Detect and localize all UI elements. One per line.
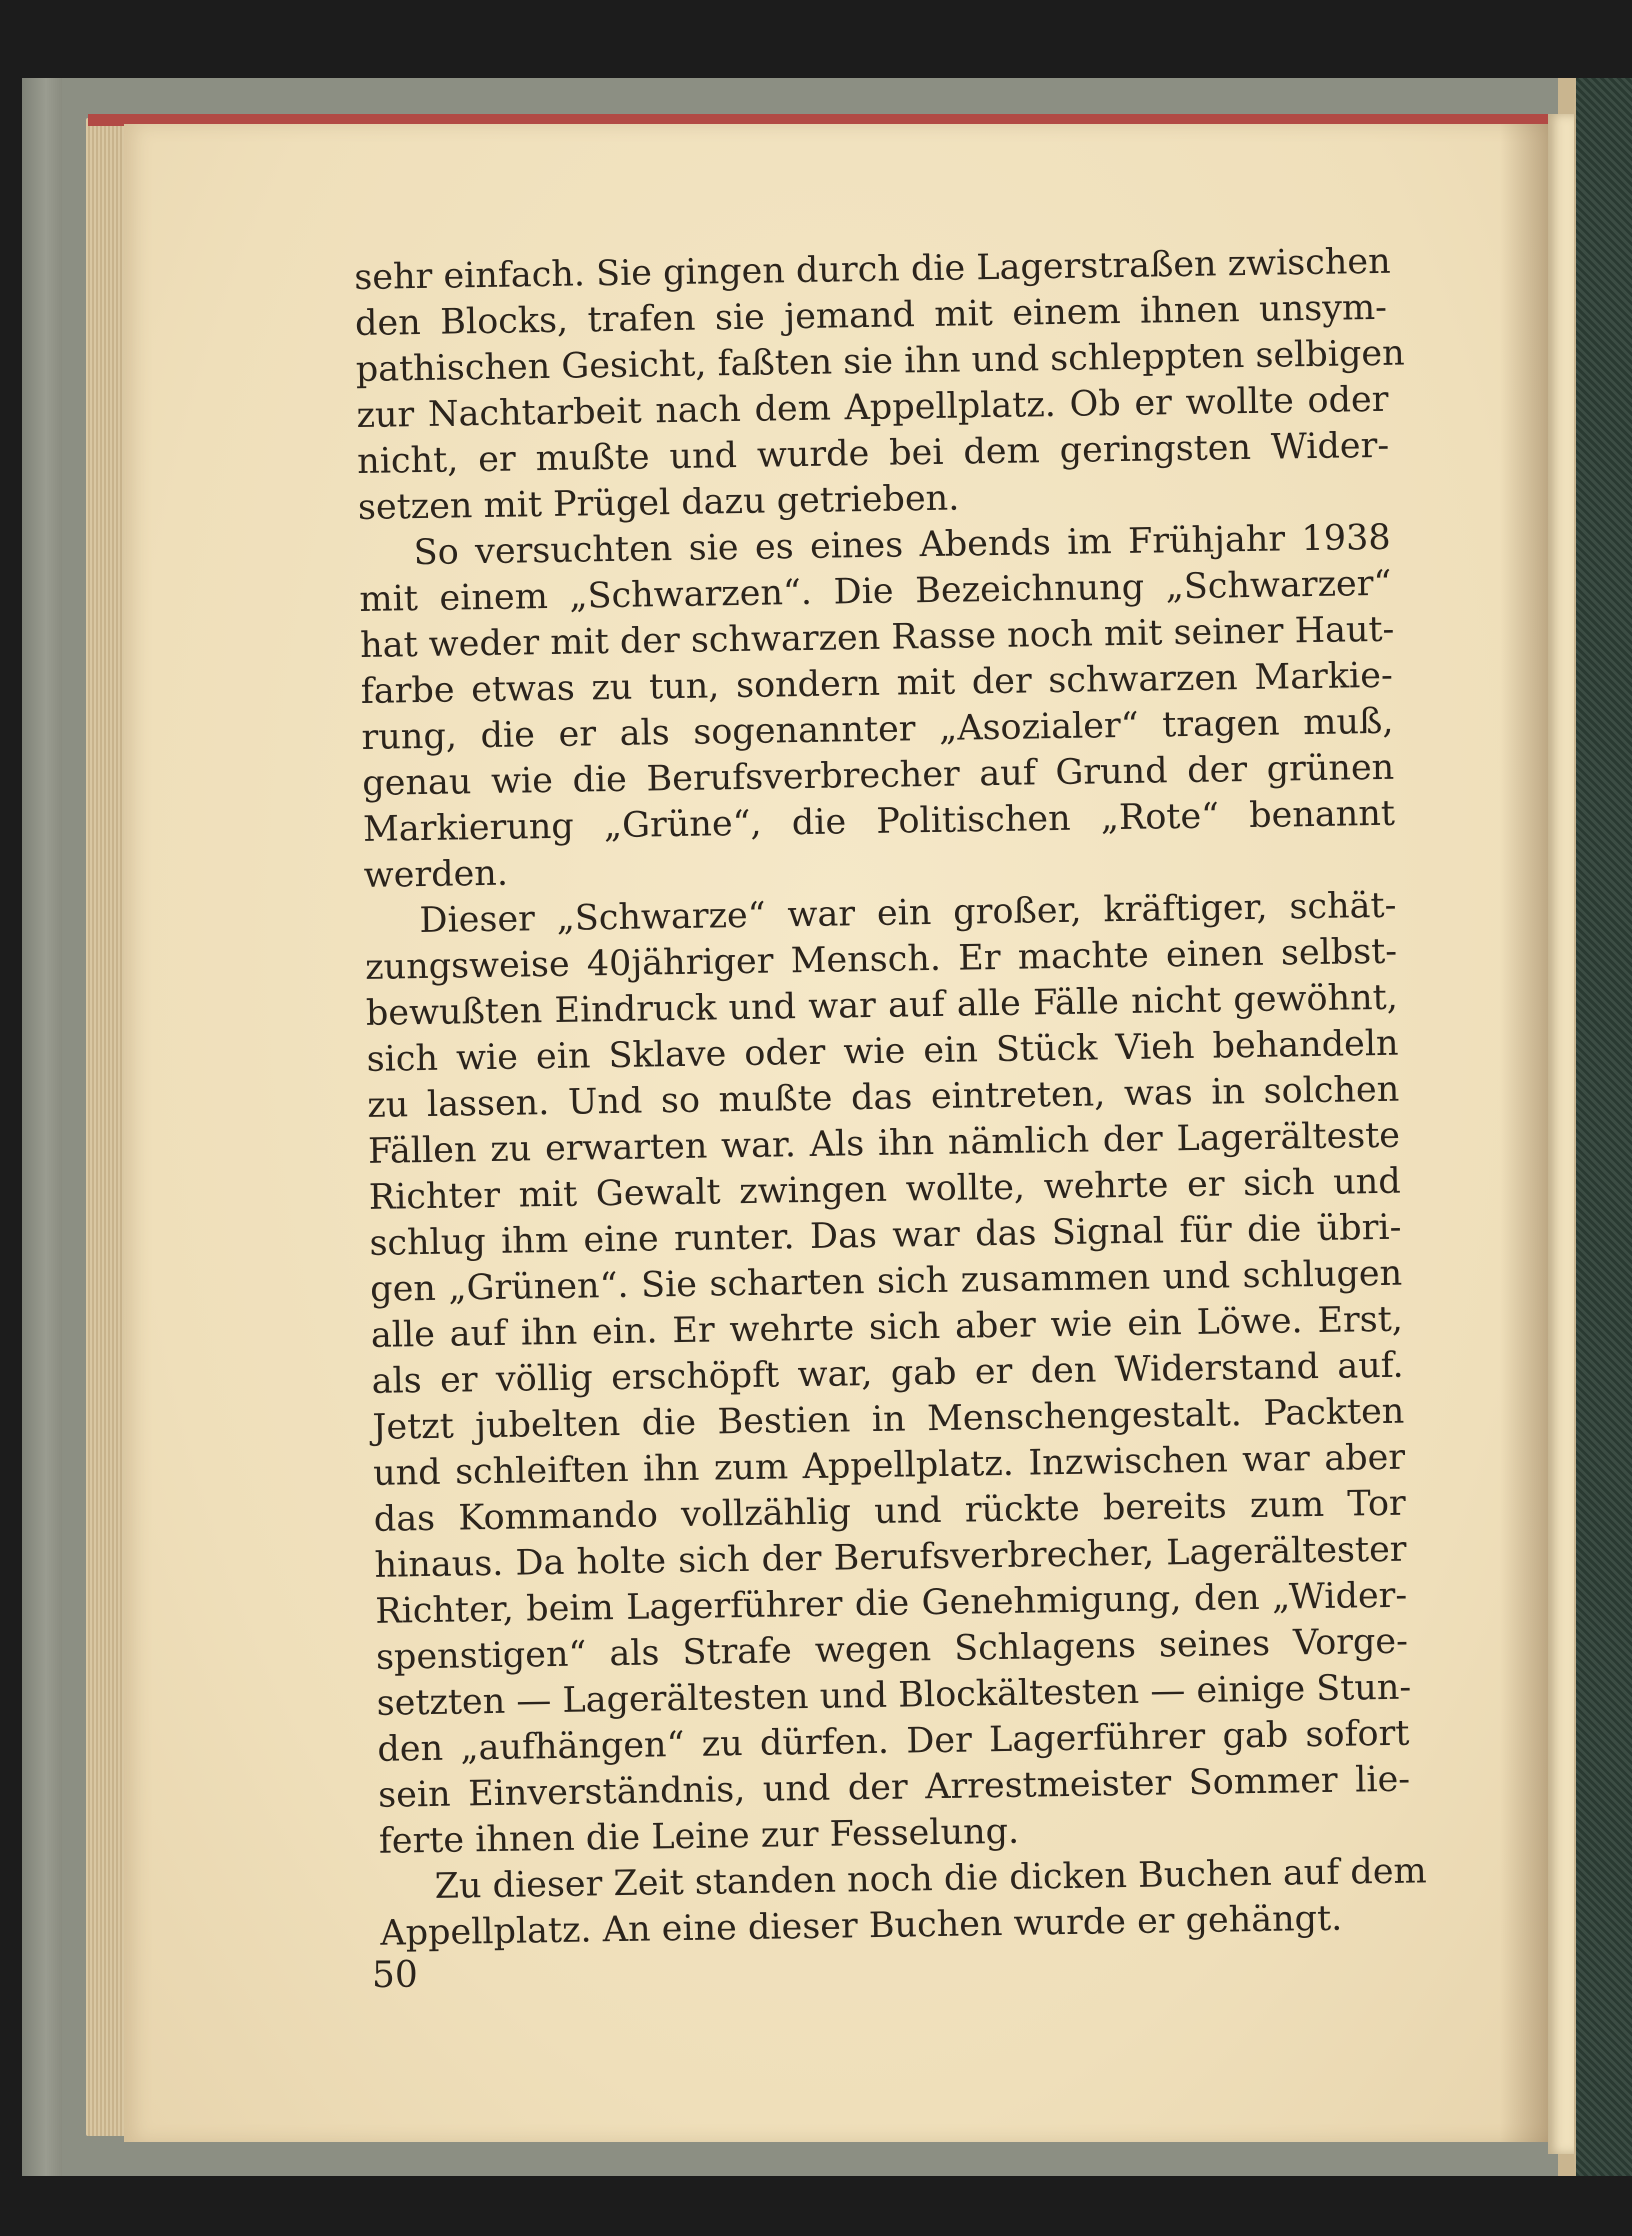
- text-line: den Blocks, trafen sie jemand mit einem ihnen unsym-: [354, 287, 1388, 344]
- text-line: und schleiften ihn zum Appellplatz. Inzwischen war aber: [372, 1437, 1406, 1494]
- text-line: hat weder mit der schwarzen Rasse noch mit seiner Haut-: [359, 609, 1395, 666]
- text-line: bewußten Eindruck und war auf alle Fälle nicht gewöhnt,: [365, 977, 1399, 1034]
- text-line: Richter mit Gewalt zwingen wollte, wehrte er sich und: [368, 1161, 1401, 1218]
- text-line: nicht, er mußte und wurde bei dem geringsten Wider-: [356, 425, 1390, 482]
- text-line: sich wie ein Sklave oder wie ein Stück Vieh behandeln: [366, 1023, 1399, 1080]
- text-line: alle auf ihn ein. Er wehrte sich aber wie ein Löwe. Erst,: [370, 1299, 1404, 1356]
- text-line: sehr einfach. Sie gingen durch die Lagerstraßen zwischen: [354, 241, 1391, 298]
- text-line: farbe etwas zu tun, sondern mit der schwarzen Markie-: [360, 655, 1394, 712]
- text-line: sein Einverständnis, und der Arrestmeister Sommer lie-: [377, 1759, 1411, 1816]
- text-line: Fällen zu erwarten war. Als ihn nämlich der Lagerälteste: [367, 1115, 1401, 1172]
- text-line: gen „Grünen“. Sie scharten sich zusammen und schlugen: [369, 1253, 1403, 1310]
- text-line: Jetzt jubelten die Bestien in Menschengestalt. Packten: [372, 1391, 1405, 1448]
- binding-cloth: [1576, 78, 1632, 2176]
- cover-edge: [22, 78, 62, 2176]
- text-line: Markierung „Grüne“, die Politischen „Rote“ benannt: [362, 793, 1396, 850]
- paragraph: [379, 1849, 1427, 1957]
- paragraph: [358, 515, 1396, 899]
- text-line: Dieser „Schwarze“ war ein großer, kräftiger, schät-: [419, 885, 1397, 942]
- text-line: werden.: [363, 853, 509, 896]
- paragraph: [364, 883, 1411, 1865]
- text-line: So versuchten sie es eines Abends im Frühjahr 1938: [413, 517, 1391, 574]
- text-line: genau wie die Berufsverbrecher auf Grund der grünen: [361, 747, 1395, 804]
- text-line: zungsweise 40jähriger Mensch. Er machte einen selbst-: [364, 931, 1398, 988]
- gutter-shadow: [1500, 124, 1548, 2142]
- text-line: rung, die er als sogenannter „Asozialer“ tragen muß,: [361, 701, 1394, 758]
- text-line: Zu dieser Zeit standen noch die dicken Buchen auf dem: [434, 1851, 1427, 1907]
- text-line: als er völlig erschöpft war, gab er den Widerstand auf.: [371, 1345, 1404, 1402]
- text-line: Appellplatz. An eine dieser Buchen wurde er gehängt.: [380, 1898, 1343, 1954]
- text-line: das Kommando vollzählig und rückte bereits zum Tor: [373, 1483, 1407, 1540]
- text-line: setzen mit Prügel dazu getrieben.: [357, 478, 960, 528]
- text-line: schlug ihm eine runter. Das war das Signal für die übri-: [369, 1207, 1402, 1264]
- text-line: hinaus. Da holte sich der Berufsverbrecher, Lagerältester: [374, 1529, 1407, 1586]
- page-number: 50: [372, 1955, 418, 1996]
- text-line: pathischen Gesicht, faßten sie ihn und schleppten selbigen: [355, 333, 1405, 390]
- text-line: den „aufhängen“ zu dürfen. Der Lagerführer gab sofort: [377, 1713, 1410, 1770]
- body-text: [354, 239, 1427, 1957]
- text-line: ferte ihnen die Leine zur Fesselung.: [378, 1811, 1020, 1862]
- text-line: zur Nachtarbeit nach dem Appellplatz. Ob er wollte oder: [356, 379, 1389, 436]
- text-line: mit einem „Schwarzen“. Die Bezeichnung „Schwarzer“: [359, 563, 1392, 620]
- text-line: setzten — Lagerältesten und Blockältesten — einige Stun-: [376, 1667, 1412, 1724]
- paragraph: [354, 239, 1405, 531]
- text-line: spenstigen“ als Strafe wegen Schlagens seines Vorge-: [375, 1621, 1409, 1678]
- facing-page-edge: [1548, 114, 1574, 2154]
- text-line: zu lassen. Und so mußte das eintreten, was in solchen: [367, 1069, 1400, 1126]
- text-line: Richter, beim Lagerführer die Genehmigung, den „Wider-: [375, 1575, 1408, 1632]
